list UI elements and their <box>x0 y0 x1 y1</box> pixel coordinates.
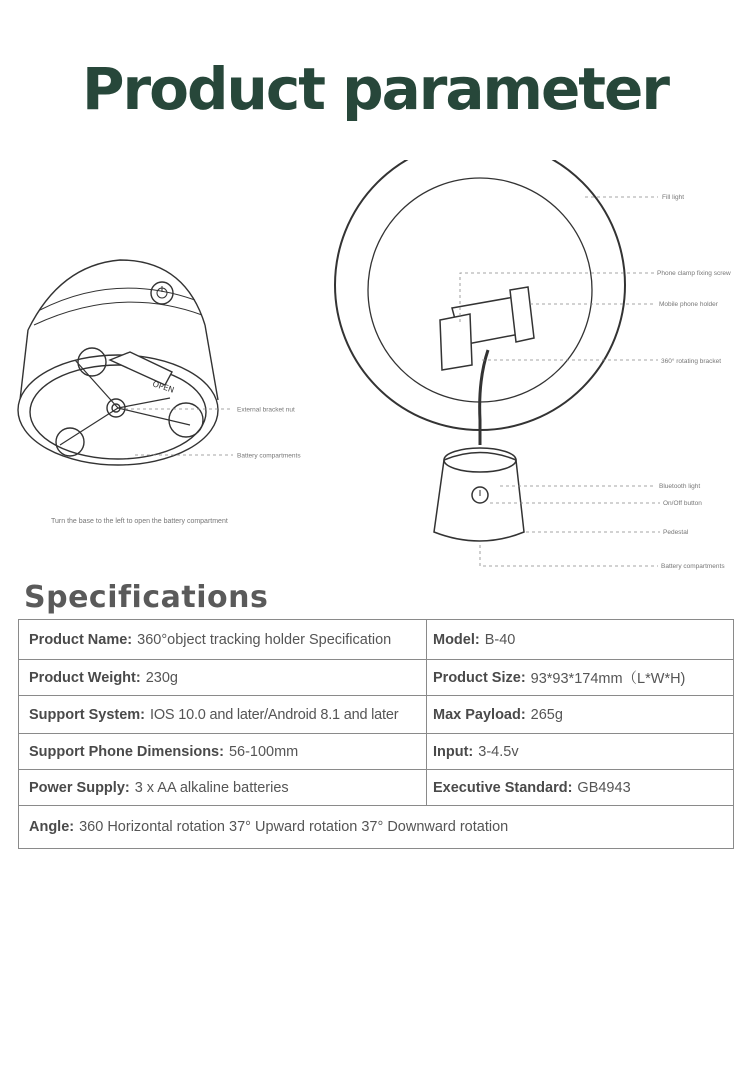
ring-light-view <box>335 160 625 541</box>
label-bluetooth-light: Bluetooth light <box>659 483 701 490</box>
spec-cell-angle: Angle: 360 Horizontal rotation 37° Upward rotation 37° Downward rotation <box>29 819 509 835</box>
label-mobile-phone-holder: Mobile phone holder <box>659 301 718 308</box>
page-title: Product parameter <box>82 55 668 123</box>
spec-cell-phone-dimensions: Support Phone Dimensions: 56-100mm <box>29 743 299 760</box>
spec-cell-power-supply: Power Supply: 3 x AA alkaline batteries <box>29 779 289 796</box>
table-row <box>19 770 733 806</box>
spec-cell-product-name: Product Name: 360°object tracking holder Specification <box>29 631 392 648</box>
label-fill-light: Fill light <box>662 194 685 201</box>
spec-cell-executive-standard: Executive Standard: GB4943 <box>433 779 631 796</box>
spec-cell-product-size: Product Size: 93*93*174mm（L*W*H) <box>433 669 686 687</box>
label-on-off-button: On/Off button <box>663 500 702 507</box>
product-diagram <box>0 160 750 580</box>
label-rotating-bracket: 360° rotating bracket <box>661 358 722 365</box>
specifications-heading: Specifications <box>24 580 269 615</box>
specifications-table <box>18 619 734 849</box>
table-row <box>19 620 733 660</box>
label-battery-compartments-right: Battery compartments <box>661 563 725 570</box>
label-external-bracket-nut: External bracket nut <box>237 406 295 414</box>
table-row <box>19 734 733 770</box>
table-row <box>19 806 733 848</box>
table-row <box>19 696 733 734</box>
svg-text:OPEN: OPEN <box>151 379 176 395</box>
base-bottom-view <box>18 260 218 465</box>
spec-cell-max-payload: Max Payload: 265g <box>433 706 563 723</box>
label-battery-compartments-left: Battery compartments <box>237 452 301 460</box>
label-phone-clamp-fixing-screw: Phone clamp fixing screw <box>657 270 731 277</box>
spec-cell-support-system: Support System: IOS 10.0 and later/Android 8.1 and later <box>29 706 399 723</box>
spec-cell-product-weight: Product Weight: 230g <box>29 669 178 686</box>
label-pedestal: Pedestal <box>663 529 689 536</box>
battery-note: Turn the base to the left to open the battery compartment <box>51 518 228 525</box>
table-row <box>19 660 733 696</box>
spec-cell-input: Input: 3-4.5v <box>433 743 519 760</box>
spec-cell-model: Model: B-40 <box>433 631 516 648</box>
